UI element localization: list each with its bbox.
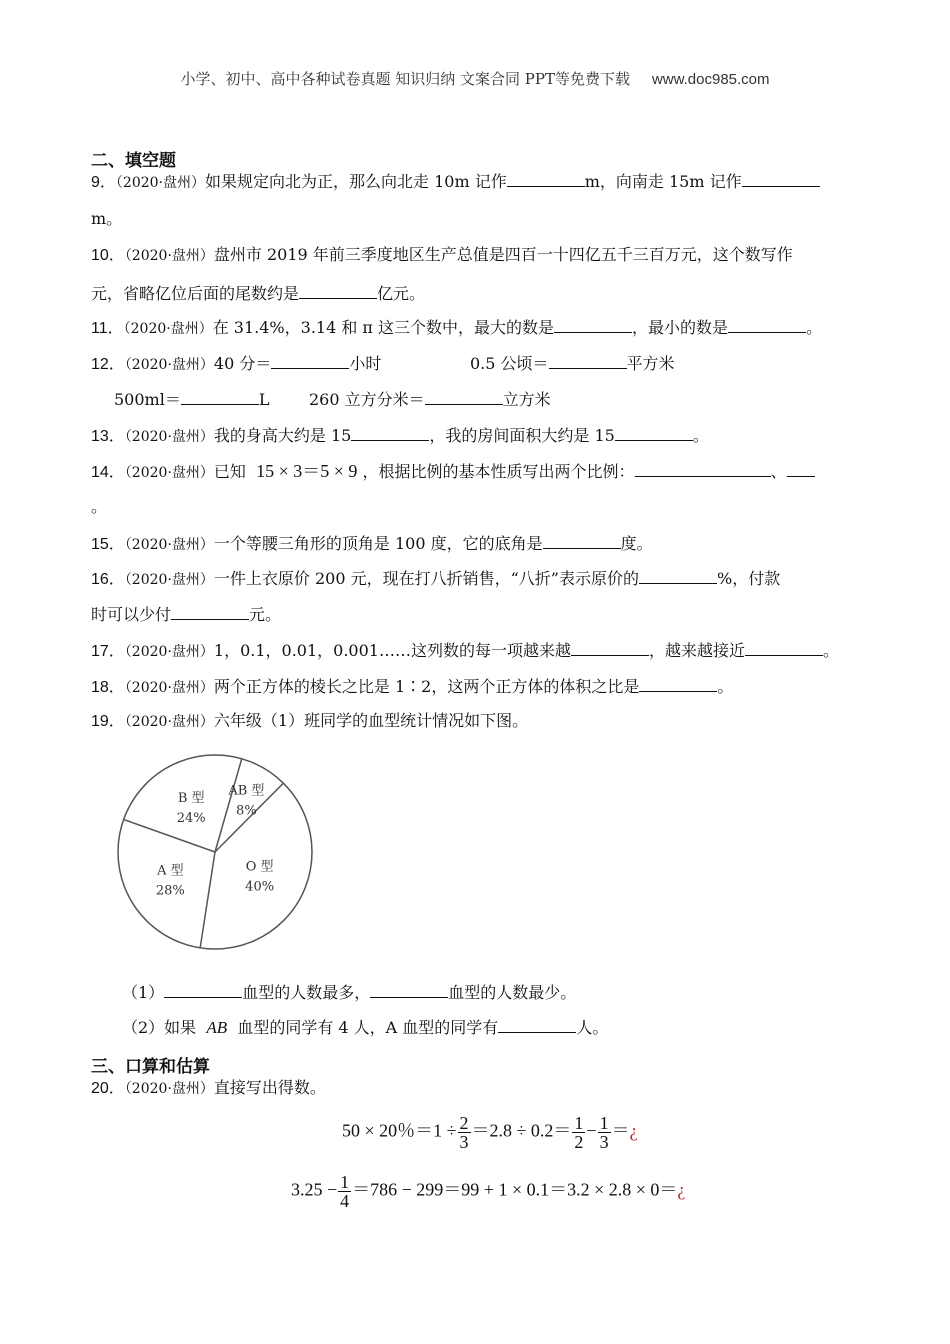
answer-blank[interactable]	[742, 171, 820, 187]
answer-blank[interactable]	[728, 317, 806, 333]
answer-blank[interactable]	[639, 676, 717, 692]
answer-blank[interactable]	[639, 568, 717, 584]
section-title-mental-math: 三、口算和估算	[91, 1057, 210, 1077]
answer-blank[interactable]	[299, 283, 377, 299]
answer-blank[interactable]	[425, 389, 503, 405]
math-row-1: 50 × 20％＝1 ÷ $\frac{2}{3}$ ＝2.8 ÷ 0.2＝ $\frac{1}{2}$ − $\frac{1}{3}$ ＝¿	[342, 1113, 638, 1152]
question-19: 19．（2020·盘州）六年级（1）班同学的血型统计情况如下图。	[91, 711, 529, 730]
answer-blank[interactable]	[615, 425, 693, 441]
question-14-cont: 。	[91, 497, 108, 516]
question-12-part2: 0.5 公顷＝ 平方米	[470, 354, 675, 373]
question-15: 15．（2020·盘州）一个等腰三角形的顶角是 100 度，它的底角是 度。	[91, 534, 653, 553]
fraction: $\frac{2}{3}$	[459, 1113, 469, 1152]
math-row-2: 3.25 − $\frac{1}{4}$ ＝786 − 299＝99 + 1 × 0.1＝3.2 × 2.8 × 0＝¿	[291, 1172, 686, 1211]
question-18: 18．（2020·盘州）两个正方体的棱长之比是 1∶2，这两个正方体的体积之比是 。	[91, 677, 734, 696]
pie-label-name: A 型	[157, 863, 184, 879]
answer-blank[interactable]	[549, 353, 627, 369]
answer-blank[interactable]	[271, 353, 349, 369]
question-19-sub2: （2）如果 AB 血型的同学有 4 人，A 血型的同学有 人。	[122, 1018, 609, 1037]
answer-blank[interactable]	[171, 604, 249, 620]
math-expression: 15 × 3＝5 × 9	[256, 461, 358, 481]
fraction: $\frac{1}{4}$	[340, 1172, 350, 1211]
question-9: 9．（2020·盘州）如果规定向北为正，那么向北走 10m 记作 m，向南走 15m 记作	[91, 171, 820, 193]
answer-blank[interactable]	[635, 461, 771, 477]
question-16: 16．（2020·盘州）一件上衣原价 200 元，现在打八折销售，“八折”表示原价的 %，付款	[91, 569, 781, 588]
fraction: $\frac{1}{2}$	[574, 1113, 584, 1152]
question-12-part4: 260 立方分米＝ 立方米	[309, 390, 551, 409]
question-19-sub1: （1） 血型的人数最多， 血型的人数最少。	[122, 983, 577, 1002]
answer-blank[interactable]	[571, 640, 649, 656]
question-9-cont: m。	[91, 209, 123, 228]
header-url[interactable]: www.doc985.com	[651, 71, 770, 88]
pie-label-name: AB 型	[228, 783, 265, 799]
question-10-cont: 元，省略亿位后面的尾数约是 亿元。	[91, 284, 426, 303]
question-20: 20．（2020·盘州）直接写出得数。	[91, 1078, 326, 1097]
answer-blank[interactable]	[498, 1017, 576, 1033]
blood-type-pie-chart	[108, 752, 328, 956]
answer-blank[interactable]	[745, 640, 823, 656]
section-title-fill-blank: 二、填空题	[91, 151, 176, 171]
header-text: 小学、初中、高中各种试卷真题 知识归纳 文案合同 PPT等免费下载	[180, 70, 630, 88]
answer-blank[interactable]	[554, 317, 632, 333]
question-11: 11．（2020·盘州）在 31.4%，3.14 和 π 这三个数中，最大的数是 ，最小的数是 。	[91, 318, 823, 337]
pie-label-value: 24%	[176, 810, 206, 826]
question-12-part3: 500ml＝ L	[114, 390, 270, 409]
fraction: $\frac{1}{3}$	[599, 1113, 609, 1152]
question-10: 10．（2020·盘州）盘州市 2019 年前三季度地区生产总值是四百一十四亿五千三百万元，这个数写作	[91, 245, 793, 264]
pie-label-name: O 型	[245, 859, 274, 875]
pie-label-value: 8%	[236, 803, 257, 819]
question-16-cont: 时可以少付 元。	[91, 605, 282, 624]
pie-label-name: B 型	[177, 790, 205, 806]
question-13: 13．（2020·盘州）我的身高大约是 15 ，我的房间面积大约是 15 。	[91, 426, 709, 445]
answer-blank[interactable]	[370, 982, 448, 998]
answer-blank[interactable]	[787, 461, 815, 477]
answer-blank[interactable]	[543, 533, 621, 549]
answer-blank[interactable]	[181, 389, 259, 405]
question-12: 12．（2020·盘州）40 分＝ 小时	[91, 354, 382, 373]
pie-label-value: 28%	[155, 883, 185, 899]
answer-blank[interactable]	[351, 425, 429, 441]
answer-blank[interactable]	[507, 171, 585, 187]
question-17: 17．（2020·盘州）1，0.1，0.01，0.001……这列数的每一项越来越 ，越来越接近 。	[91, 641, 839, 660]
page-header	[0, 68, 950, 89]
question-14: 14．（2020·盘州）已知 15 × 3＝5 × 9 ，根据比例的基本性质写出两个比例： 、	[91, 461, 815, 483]
answer-blank[interactable]	[164, 982, 242, 998]
pie-label-value: 40%	[245, 879, 275, 895]
